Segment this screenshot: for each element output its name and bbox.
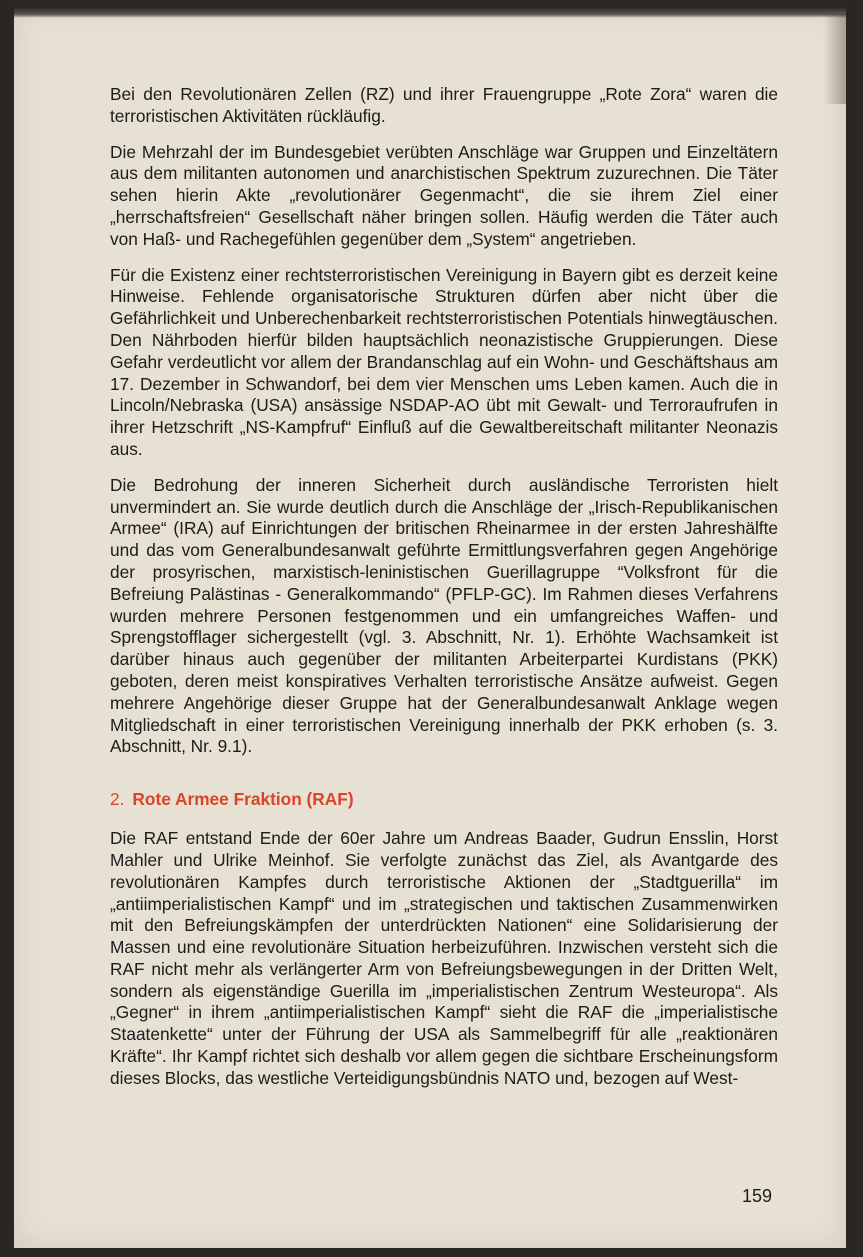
paragraph-autonome: Die Mehrzahl der im Bundesgebiet verübten Anschläge war Gruppen und Einzeltätern aus dem militanten autonomen und anarchistischen Spektrum zuzurechnen. Die Täter sehen hierin Akte „revolutionärer Gegenmacht“, die sie ihrem Ziel einer „herrschaftsfreien“ Gesellschaft näher bringen sollen. Häufig werden die Täter auch von Haß- und Rachegefühlen gegenüber dem „System“ angetrieben.	[110, 141, 778, 249]
section-number: 2.	[110, 789, 125, 810]
document-page	[14, 6, 846, 1248]
page-body	[110, 84, 778, 1104]
paragraph-auslaendische-terroristen: Die Bedrohung der inneren Sicherheit durch ausländische Terroristen hielt unvermindert an. Sie wurde deutlich durch die Anschläge der „Irisch-Republikanischen Armee“ (IRA) auf Einrichtungen der britischen Rheinarmee in der ersten Jahreshälfte und das vom Generalbundesanwalt geführte Ermittlungsverfahren gegen Angehörige der prosyrischen, marxistisch-leninistischen Guerillagruppe “Volksfront für die Befreiung Palästinas - Generalkommando“ (PFLP-GC). Im Rahmen dieses Verfahrens wurden mehrere Personen festgenommen und ein umfangreiches Waffen- und Sprengstofflager sichergestellt (vgl. 3. Abschnitt, Nr. 1). Erhöhte Wachsamkeit ist darüber hinaus auch gegenüber der militanten Arbeiterpartei Kurdistans (PKK) geboten, deren meist konspiratives Verhalten terroristische Ansätze aufweist. Gegen mehrere Angehörige dieser Gruppe hat der Generalbundesanwalt Anklage wegen Mitgliedschaft in einer terroristischen Vereinigung innerhalb der PKK erhoben (s. 3. Abschnitt, Nr. 9.1).	[110, 474, 778, 757]
paragraph-rechtsterrorismus: Für die Existenz einer rechtsterroristischen Vereinigung in Bayern gibt es derzeit keine Hinweise. Fehlende organisatorische Strukturen dürfen aber nicht über die Gefährlichkeit und Unberechenbarkeit rechtsterroristischen Potentials hinwegtäuschen. Den Nährboden hierfür bilden hauptsächlich neonazistische Gruppierungen. Diese Gefahr verdeutlicht vor allem der Brandanschlag auf ein Wohn- und Geschäftshaus am 17. Dezember in Schwandorf, bei dem vier Menschen ums Leben kamen. Auch die in Lincoln/Nebraska (USA) ansässige NSDAP-AO übt mit Gewalt- und Terroraufrufen in ihrer Hetzschrift „NS-Kampfruf“ Einfluß auf die Gewaltbereitschaft militanter Neonazis aus.	[110, 264, 778, 459]
page-top-edge	[14, 6, 846, 18]
paragraph-rz: Bei den Revolutionären Zellen (RZ) und ihrer Frauengruppe „Rote Zora“ waren die terroristischen Aktivitäten rückläufig.	[110, 84, 778, 126]
page-fold-shadow	[824, 14, 846, 104]
paragraph-raf: Die RAF entstand Ende der 60er Jahre um Andreas Baader, Gudrun Ensslin, Horst Mahler und Ulrike Meinhof. Sie verfolgte zunächst das Ziel, als Avantgarde des revolutionären Kampfes durch terroristische Aktionen der „Stadtguerilla“ im „antiimperialistischen Kampf“ und im „strategischen und taktischen Zusammenwirken mit den Befreiungskämpfen der unterdrückten Nationen“ eine Solidarisierung der Massen und eine revolutionäre Situation herbeizuführen. Inzwischen versteht sich die RAF nicht mehr als verlängerter Arm von Befreiungsbewegungen in der Dritten Welt, sondern als eigenständige Guerilla im „imperialistischen Zentrum Westeuropa“. Als „Gegner“ in ihrem „antiimperialistischen Kampf“ sieht die RAF die „imperialistische Staatenkette“ unter der Führung der USA als Sammelbegriff für alle „reaktionären Kräfte“. Ihr Kampf richtet sich deshalb vor allem gegen die sichtbare Erscheinungsform dieses Blocks, das westliche Verteidigungsbündnis NATO und, bezogen auf West-	[110, 828, 778, 1088]
section-title: Rote Armee Fraktion (RAF)	[132, 789, 354, 810]
page-number: 159	[742, 1186, 773, 1206]
section-heading	[110, 788, 778, 810]
